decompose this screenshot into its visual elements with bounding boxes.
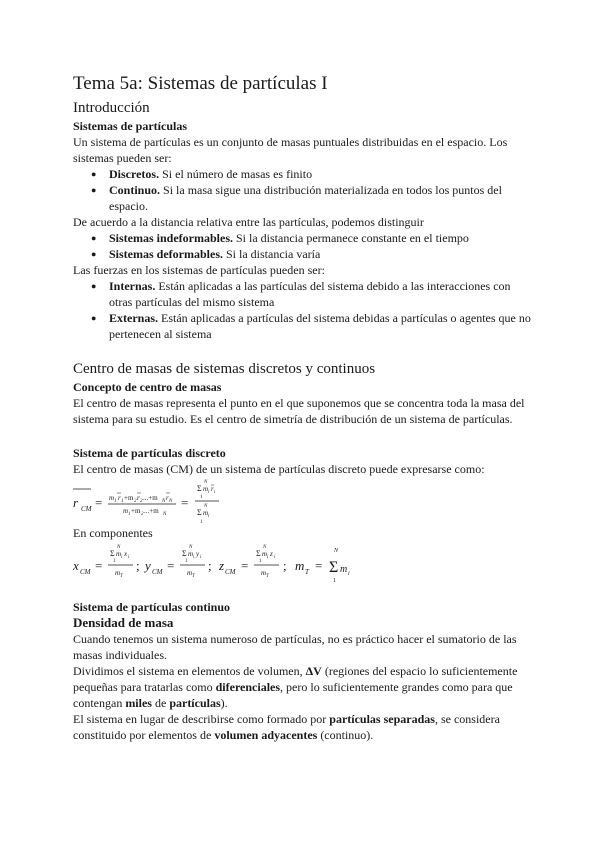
svg-text:=: = xyxy=(95,558,103,573)
list-item: ● Continuo. Si la masa sigue una distribución materializada en todos los puntos del espacio. xyxy=(109,182,533,214)
svg-text:m: m xyxy=(116,550,122,558)
intro-subheading: Sistemas de partículas xyxy=(73,119,187,133)
cm-paragraph: El centro de masas representa el punto en el que suponemos que se concentra toda la masa del sistema para su estudio. Es el centro de simetría de distribución de un sistema de partículas. xyxy=(73,396,525,426)
svg-text:1: 1 xyxy=(128,512,131,517)
svg-text:m: m xyxy=(262,550,268,558)
svg-text:=: = xyxy=(315,558,323,573)
density-heading: Densidad de masa xyxy=(73,615,174,630)
svg-text:N: N xyxy=(204,480,208,485)
cm-heading: Centro de masas de sistemas discretos y continuos xyxy=(73,361,376,377)
svg-text:i: i xyxy=(208,490,210,495)
intro-paragraph-1: Un sistema de partículas es un conjunto de masas puntuales distribuidas en el espacio. Los sistemas pueden ser: xyxy=(73,135,508,165)
svg-text:i: i xyxy=(348,571,350,577)
intro-paragraph-3: Las fuerzas en los sistemas de partículas pueden ser: xyxy=(73,263,325,277)
svg-text:2: 2 xyxy=(141,512,144,517)
svg-text:N: N xyxy=(204,504,208,509)
svg-text:1: 1 xyxy=(200,495,203,500)
document-page xyxy=(73,72,533,743)
svg-text:i: i xyxy=(200,555,202,560)
system-types-list xyxy=(73,166,533,214)
svg-text:r: r xyxy=(118,494,121,502)
svg-text:+m: +m xyxy=(124,494,134,502)
list-item: ● Sistemas indeformables. Si la distancia permanece constante en el tiempo xyxy=(109,230,533,246)
svg-text:;: ; xyxy=(208,558,212,573)
svg-text:CM: CM xyxy=(225,568,236,576)
continuous-paragraph-3: El sistema en lugar de describirse como formado por partículas separadas, se considera constituido por elementos de volumen adyacentes (continuo). xyxy=(73,712,500,742)
cm-components-formula xyxy=(73,541,533,587)
list-item: ● Sistemas deformables. Si la distancia varía xyxy=(109,246,533,262)
intro-paragraph-2: De acuerdo a la distancia relativa entre las partículas, podemos distinguir xyxy=(73,215,424,229)
svg-text:m: m xyxy=(340,564,348,575)
svg-text:i: i xyxy=(193,555,195,560)
svg-text:x: x xyxy=(124,550,128,558)
svg-text:2: 2 xyxy=(134,499,137,504)
svg-text:r: r xyxy=(73,495,79,510)
svg-text:r: r xyxy=(137,494,140,502)
svg-text:1: 1 xyxy=(185,559,188,564)
svg-text:2: 2 xyxy=(140,499,143,504)
svg-text:Σ: Σ xyxy=(197,484,202,493)
list-item: ● Internas. Están aplicadas a las partículas del sistema debido a las interacciones con otras partículas del mismo sistema xyxy=(109,278,533,310)
svg-text:=: = xyxy=(167,558,175,573)
discrete-paragraph: El centro de masas (CM) de un sistema de partículas discreto puede expresarse como: xyxy=(73,462,485,476)
discrete-heading: Sistema de partículas discreto xyxy=(73,446,226,460)
svg-text:Σ: Σ xyxy=(182,549,187,558)
svg-text:Σ: Σ xyxy=(329,559,339,576)
svg-text:N: N xyxy=(263,545,267,550)
svg-text:Σ: Σ xyxy=(110,549,115,558)
svg-text:T: T xyxy=(305,568,309,576)
svg-text:N: N xyxy=(117,545,121,550)
svg-text:=: = xyxy=(181,495,189,510)
svg-text:i: i xyxy=(274,555,276,560)
svg-text:1: 1 xyxy=(114,499,117,504)
svg-text:T: T xyxy=(266,574,269,579)
svg-text:y: y xyxy=(145,558,151,573)
continuous-paragraph-2: Dividimos el sistema en elementos de volumen, ΔV (regiones del espacio lo suficientemente pequeñas para tratarlas como diferenciales, pero lo suficientemente grandes como para que contengan miles de partículas). xyxy=(73,664,518,710)
list-item: ● Externas. Están aplicadas a partículas del sistema debidas a partículas o agentes que no pertenecen al sistema xyxy=(109,310,533,342)
svg-text:m: m xyxy=(123,507,129,515)
svg-text:CM: CM xyxy=(81,505,92,513)
continuous-paragraph-1: Cuando tenemos un sistema numeroso de partículas, no es práctico hacer el sumatorio de las masas individuales. xyxy=(73,632,517,662)
svg-text:1: 1 xyxy=(121,499,124,504)
svg-text:1: 1 xyxy=(333,578,336,584)
svg-text:T: T xyxy=(192,574,195,579)
svg-text:m: m xyxy=(295,558,305,573)
cm-subheading: Concepto de centro de masas xyxy=(73,380,222,394)
svg-text:x: x xyxy=(73,558,79,573)
svg-text:;: ; xyxy=(136,558,140,573)
cm-vector-formula xyxy=(73,477,533,525)
svg-text:z: z xyxy=(270,550,273,558)
svg-text:y: y xyxy=(196,550,200,558)
svg-text:z: z xyxy=(219,558,225,573)
svg-text:i: i xyxy=(214,490,216,495)
svg-text:+m: +m xyxy=(131,507,141,515)
svg-text:N: N xyxy=(189,545,193,550)
svg-text:i: i xyxy=(121,555,123,560)
svg-text:=: = xyxy=(241,558,249,573)
components-label: En componentes xyxy=(73,526,153,540)
forces-list xyxy=(73,278,533,342)
svg-text:i: i xyxy=(208,514,210,519)
svg-text:m: m xyxy=(115,569,121,577)
svg-text:CM: CM xyxy=(80,568,91,576)
svg-text:i: i xyxy=(128,555,130,560)
svg-text:N: N xyxy=(334,548,339,554)
svg-text:...+m: ...+m xyxy=(143,494,158,502)
svg-text:N: N xyxy=(162,499,166,504)
svg-text:1: 1 xyxy=(113,559,116,564)
svg-text:N: N xyxy=(169,499,173,504)
cm-components-formula-svg xyxy=(73,541,493,589)
svg-text:T: T xyxy=(120,574,123,579)
svg-text:m: m xyxy=(187,569,193,577)
intro-heading: Introducción xyxy=(73,100,150,116)
deformation-list xyxy=(73,230,533,262)
svg-text:N: N xyxy=(163,512,167,517)
svg-text:...+m: ...+m xyxy=(144,507,159,515)
svg-text:;: ; xyxy=(283,558,287,573)
cm-vector-formula-svg xyxy=(73,477,493,525)
svg-text:r: r xyxy=(166,494,169,502)
svg-text:Σ: Σ xyxy=(256,549,261,558)
page-title: Tema 5a: Sistemas de partículas I xyxy=(73,73,328,94)
svg-text:i: i xyxy=(267,555,269,560)
svg-text:CM: CM xyxy=(152,568,163,576)
svg-text:m: m xyxy=(109,494,115,502)
svg-text:m: m xyxy=(188,550,194,558)
list-item: ● Discretos. Si el número de masas es finito xyxy=(109,166,533,182)
continuous-heading: Sistema de partículas continuo xyxy=(73,600,231,614)
svg-text:m: m xyxy=(261,569,267,577)
svg-text:Σ: Σ xyxy=(197,508,202,517)
svg-text:m: m xyxy=(203,509,209,517)
svg-text:m: m xyxy=(203,485,209,493)
svg-text:1: 1 xyxy=(200,520,203,525)
svg-text:1: 1 xyxy=(259,559,262,564)
svg-text:=: = xyxy=(95,495,103,510)
svg-text:r: r xyxy=(211,485,214,493)
